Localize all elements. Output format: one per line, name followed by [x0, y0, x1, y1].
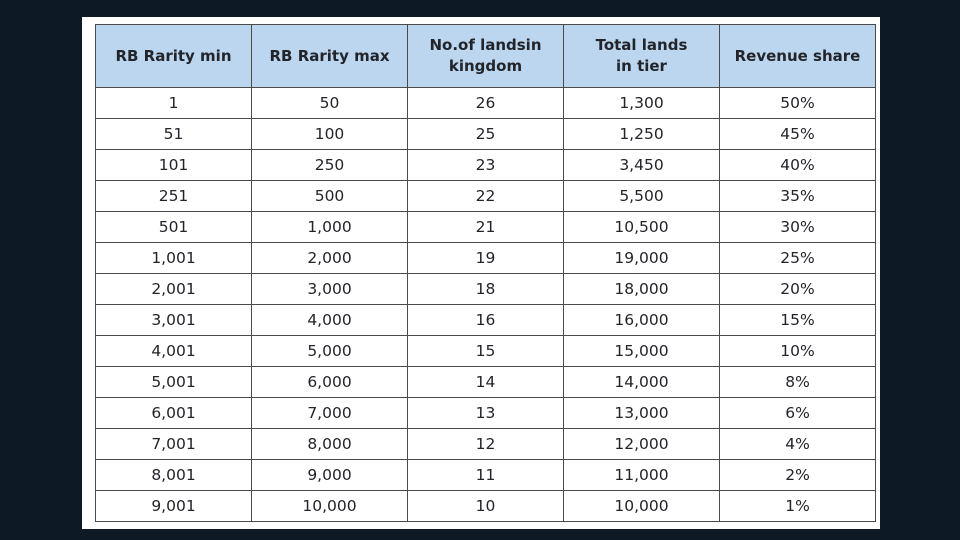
table-row [96, 336, 876, 367]
cell-rb-rarity-max: 9,000 [252, 460, 408, 491]
cell-revenue-share: 25% [720, 243, 876, 274]
cell-rb-rarity-max: 100 [252, 119, 408, 150]
cell-rb-rarity-max: 250 [252, 150, 408, 181]
cell-rb-rarity-max: 500 [252, 181, 408, 212]
revenue-tier-table [95, 24, 876, 522]
cell-rb-rarity-max: 4,000 [252, 305, 408, 336]
table-header [96, 25, 876, 88]
table-row [96, 212, 876, 243]
cell-lands-in-kingdom: 26 [408, 88, 564, 119]
cell-revenue-share: 20% [720, 274, 876, 305]
cell-rb-rarity-min: 6,001 [96, 398, 252, 429]
cell-rb-rarity-min: 1 [96, 88, 252, 119]
cell-rb-rarity-max: 3,000 [252, 274, 408, 305]
cell-revenue-share: 10% [720, 336, 876, 367]
document-page [82, 17, 880, 529]
cell-revenue-share: 35% [720, 181, 876, 212]
cell-rb-rarity-min: 51 [96, 119, 252, 150]
cell-lands-in-kingdom: 13 [408, 398, 564, 429]
cell-rb-rarity-min: 1,001 [96, 243, 252, 274]
header-total-lands-in-tier: Total lands in tier [564, 25, 720, 88]
table-row [96, 88, 876, 119]
cell-lands-in-kingdom: 14 [408, 367, 564, 398]
table-row [96, 491, 876, 522]
cell-rb-rarity-min: 7,001 [96, 429, 252, 460]
table-row [96, 367, 876, 398]
cell-total-lands: 12,000 [564, 429, 720, 460]
table-row [96, 150, 876, 181]
cell-rb-rarity-max: 8,000 [252, 429, 408, 460]
cell-lands-in-kingdom: 11 [408, 460, 564, 491]
cell-total-lands: 15,000 [564, 336, 720, 367]
cell-total-lands: 10,500 [564, 212, 720, 243]
cell-rb-rarity-min: 2,001 [96, 274, 252, 305]
cell-total-lands: 18,000 [564, 274, 720, 305]
cell-rb-rarity-max: 1,000 [252, 212, 408, 243]
cell-revenue-share: 40% [720, 150, 876, 181]
cell-lands-in-kingdom: 23 [408, 150, 564, 181]
cell-rb-rarity-min: 5,001 [96, 367, 252, 398]
table-row [96, 119, 876, 150]
cell-rb-rarity-max: 7,000 [252, 398, 408, 429]
table-row [96, 243, 876, 274]
cell-total-lands: 16,000 [564, 305, 720, 336]
cell-revenue-share: 2% [720, 460, 876, 491]
cell-revenue-share: 6% [720, 398, 876, 429]
cell-total-lands: 19,000 [564, 243, 720, 274]
table-row [96, 460, 876, 491]
cell-rb-rarity-min: 8,001 [96, 460, 252, 491]
cell-lands-in-kingdom: 12 [408, 429, 564, 460]
cell-lands-in-kingdom: 19 [408, 243, 564, 274]
cell-revenue-share: 4% [720, 429, 876, 460]
table-row [96, 181, 876, 212]
cell-lands-in-kingdom: 21 [408, 212, 564, 243]
cell-total-lands: 3,450 [564, 150, 720, 181]
cell-total-lands: 1,300 [564, 88, 720, 119]
cell-revenue-share: 1% [720, 491, 876, 522]
header-lands-in-kingdom: No.of landsin kingdom [408, 25, 564, 88]
cell-total-lands: 5,500 [564, 181, 720, 212]
cell-total-lands: 14,000 [564, 367, 720, 398]
cell-revenue-share: 15% [720, 305, 876, 336]
cell-revenue-share: 50% [720, 88, 876, 119]
cell-revenue-share: 45% [720, 119, 876, 150]
table-row [96, 305, 876, 336]
header-revenue-share: Revenue share [720, 25, 876, 88]
cell-lands-in-kingdom: 16 [408, 305, 564, 336]
cell-total-lands: 10,000 [564, 491, 720, 522]
cell-rb-rarity-max: 6,000 [252, 367, 408, 398]
header-rb-rarity-max: RB Rarity max [252, 25, 408, 88]
cell-total-lands: 1,250 [564, 119, 720, 150]
cell-rb-rarity-min: 101 [96, 150, 252, 181]
cell-rb-rarity-max: 10,000 [252, 491, 408, 522]
cell-revenue-share: 8% [720, 367, 876, 398]
header-row [96, 25, 876, 88]
cell-rb-rarity-max: 50 [252, 88, 408, 119]
cell-lands-in-kingdom: 15 [408, 336, 564, 367]
table-body [96, 88, 876, 522]
cell-revenue-share: 30% [720, 212, 876, 243]
cell-lands-in-kingdom: 22 [408, 181, 564, 212]
cell-rb-rarity-max: 5,000 [252, 336, 408, 367]
header-rb-rarity-min: RB Rarity min [96, 25, 252, 88]
table-row [96, 274, 876, 305]
cell-total-lands: 13,000 [564, 398, 720, 429]
cell-total-lands: 11,000 [564, 460, 720, 491]
cell-rb-rarity-min: 9,001 [96, 491, 252, 522]
cell-lands-in-kingdom: 25 [408, 119, 564, 150]
cell-rb-rarity-min: 3,001 [96, 305, 252, 336]
cell-rb-rarity-min: 251 [96, 181, 252, 212]
cell-rb-rarity-max: 2,000 [252, 243, 408, 274]
cell-rb-rarity-min: 501 [96, 212, 252, 243]
table-row [96, 398, 876, 429]
cell-rb-rarity-min: 4,001 [96, 336, 252, 367]
cell-lands-in-kingdom: 10 [408, 491, 564, 522]
table-row [96, 429, 876, 460]
cell-lands-in-kingdom: 18 [408, 274, 564, 305]
